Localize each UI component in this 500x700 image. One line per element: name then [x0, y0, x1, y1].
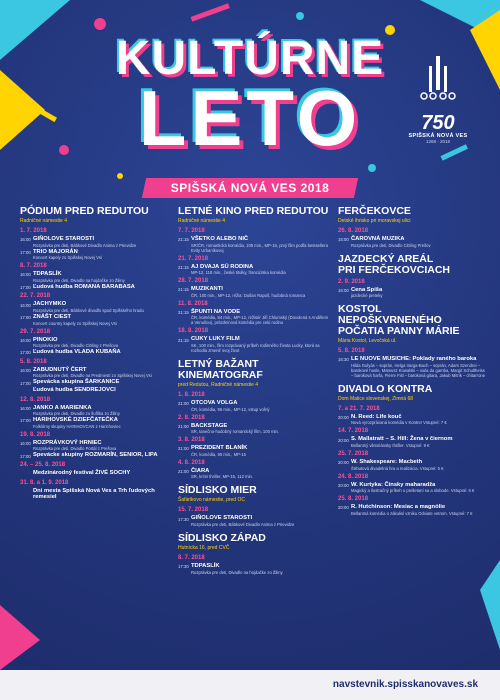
- event-item: [338, 287, 488, 299]
- event-description: Hilda Gulyás – soprán, Helga Varga-Bach – soprán, Adam Szendrei – barokové husle, Mateusz Kowalski – viola da gamba, Margit Schultheiss – baroková harfa, Pierre Fisl – baroková gitara, Jakub Mitrik – chitarrone: [351, 362, 486, 378]
- event-item: [178, 336, 330, 353]
- column-3: [338, 206, 488, 522]
- event-item: [178, 309, 330, 326]
- event-body: [33, 236, 172, 248]
- event-item: [20, 284, 172, 291]
- event-time: 17:00: [20, 418, 31, 424]
- event-body: [351, 436, 488, 448]
- event-description: ČR, komédia, 84 min., MP-12, režisér Jiří Chlumský (Dovolená s Andělem a Venušou), prázdninová komédia pre celú rodinu: [191, 315, 329, 326]
- event-date: 26. 8. 2018: [338, 228, 369, 234]
- event-body: [351, 414, 488, 426]
- event-date: 25. 8. 2018: [338, 496, 369, 503]
- event-item: [20, 379, 172, 386]
- event-item: [178, 286, 330, 298]
- event-time: 17:30: [178, 564, 189, 570]
- event-time: 20:00: [338, 460, 349, 466]
- section-title: LETNÝ BAŽANT: [178, 357, 259, 370]
- title-kulturne: KULTÚRNE: [115, 32, 385, 85]
- program-section: [178, 206, 330, 353]
- event-description: Magický a ilustračný príbeh o prelietaní sa a slobode. Vstupné: 6 €: [351, 488, 475, 494]
- event-item: [20, 349, 172, 356]
- program-section: [178, 485, 330, 527]
- section-title: PÓDIUM PRED REDUTOU: [20, 205, 149, 217]
- event-date: 8. 7. 2018: [20, 263, 47, 270]
- event-date: 15. 7. 2018: [178, 507, 209, 514]
- event-body: [351, 459, 488, 471]
- event-title: ČAROVNÁ MUZIKA: [351, 236, 405, 242]
- event-description: ČR, komédia, 96 min., MP-12, vstup voľný: [191, 406, 270, 412]
- event-time: 20:00: [338, 482, 349, 488]
- event-description: Koncert country kapely zo Spišskej Novej Vsi: [33, 320, 117, 326]
- event-date: 7. a 21. 7. 2018: [338, 405, 380, 412]
- event-title: ČIARA: [191, 467, 210, 474]
- event-description: jazdecké preteky: [351, 293, 383, 299]
- event-title: ZNÁŠT CIEST: [33, 313, 72, 320]
- event-body: [191, 309, 330, 326]
- footer-url[interactable]: navstevnik.spisskanovaves.sk: [332, 679, 478, 690]
- event-date: 19. 8. 2018: [20, 431, 51, 438]
- event-description: Nová vyrozprávaná komédia v Kontre! Vstupné: 7 €: [351, 420, 447, 426]
- event-item: [20, 405, 172, 417]
- event-title: Ľudová hudba SENDREJOVCI: [33, 386, 116, 393]
- event-title: OTCOVA VOLGA: [191, 399, 238, 406]
- event-item: [338, 504, 488, 516]
- program-section: [338, 254, 488, 299]
- event-item: [20, 417, 172, 429]
- logo-years: 1268 · 2018: [425, 139, 451, 144]
- event-item: [178, 468, 330, 480]
- event-body: [351, 236, 488, 248]
- event-date: 24. – 25. 8. 2018: [20, 461, 66, 468]
- event-time: 16:00: [20, 272, 31, 278]
- section-title: KINEMATOGRAF: [178, 368, 263, 381]
- event-date: 2. 8. 2018: [178, 414, 205, 421]
- event-description: Rozprávka pre deti, Divadlo na hojdačke zo Žiliny: [191, 569, 283, 575]
- event-item: [20, 337, 172, 349]
- event-time: 17:30: [178, 516, 189, 522]
- event-time: 20:00: [338, 414, 349, 420]
- event-body: [33, 379, 172, 386]
- event-body: [191, 563, 330, 575]
- event-title: HARIHOVSKÉ DZIEFČATEČKA: [33, 417, 118, 424]
- event-time: 16:00: [338, 287, 349, 293]
- event-item: [178, 400, 330, 412]
- event-description: Koncert kapely zo Spišskej Novej Vsi: [33, 255, 102, 261]
- event-title: ZABUDNUTÝ ČERT: [33, 366, 87, 373]
- event-time: 21:00: [178, 423, 189, 429]
- event-time: 17:00: [20, 350, 31, 356]
- event-date: 18. 8. 2018: [178, 328, 209, 335]
- event-time: 15:00: [338, 237, 349, 243]
- event-body: [191, 236, 330, 253]
- section-title: SÍDLISKO MIER: [178, 484, 257, 497]
- event-body: [33, 271, 172, 283]
- program-section: [20, 206, 172, 501]
- event-time: 21:15: [178, 264, 189, 270]
- event-body: [33, 284, 172, 291]
- event-item: [338, 414, 488, 426]
- event-title: ROZPRÁVKOVÝ HRNIEC: [33, 439, 102, 446]
- event-date: 21. 7. 2018: [178, 255, 209, 262]
- event-body: [33, 488, 172, 501]
- event-body: [33, 314, 172, 326]
- event-time: 21:15: [178, 309, 189, 315]
- event-time: 21:00: [178, 446, 189, 452]
- event-body: [33, 417, 172, 429]
- cyan-triangle-bottom-right: [480, 560, 500, 650]
- event-title: Spevácka skupina ŠARKANICE: [33, 379, 120, 386]
- event-item: [20, 488, 172, 501]
- event-time: 17:00: [20, 453, 31, 459]
- event-date: 12. 8. 2018: [20, 396, 51, 403]
- event-time: 17:00: [20, 380, 31, 386]
- event-title: W. Shakespeare: Macbeth: [351, 458, 423, 465]
- city-logo: [406, 56, 470, 144]
- organ-pipes-icon: [418, 56, 458, 104]
- event-title: S. Mallatratt – S. Hill: Žena v čiernom: [351, 436, 453, 443]
- section-venue: Radničné námestie 4: [20, 218, 67, 224]
- event-body: [351, 287, 488, 299]
- event-date: 28. 7. 2018: [178, 278, 209, 285]
- event-body: [33, 249, 172, 261]
- event-item: [178, 236, 330, 253]
- event-body: [191, 400, 330, 412]
- event-time: 16:00: [20, 367, 31, 373]
- event-item: [20, 314, 172, 326]
- event-description: Rozprávka pre deti, Bábkové Divadlo Anima z Prievidze: [191, 521, 295, 527]
- cyan-dot-2: [368, 164, 376, 172]
- section-title: POČATIA PANNY MÁRIE: [338, 325, 460, 338]
- event-body: [33, 337, 172, 349]
- event-title: AJ DVAJA SÚ RODINA: [191, 263, 254, 270]
- event-item: [20, 271, 172, 283]
- event-title: Ľudová hudba ROMANA BARABASA: [33, 283, 135, 290]
- event-title: Cena Spiša: [351, 286, 383, 293]
- cyan-dot: [296, 12, 304, 20]
- event-title: TDPASLÍK: [191, 562, 220, 569]
- yellow-dot-2: [117, 173, 123, 179]
- event-body: [191, 423, 330, 435]
- event-body: [33, 387, 172, 394]
- event-time: 21:15: [178, 237, 189, 243]
- event-title: Dni mesta Spišská Nová Ves a Trh ľudových remesiel: [33, 487, 155, 501]
- event-item: [178, 563, 330, 575]
- pink-bar: [191, 3, 230, 21]
- event-body: [351, 356, 488, 378]
- event-item: [20, 440, 172, 452]
- event-body: [351, 504, 488, 516]
- event-time: 21:00: [178, 401, 189, 407]
- event-title: TRIO MAJORÁN: [33, 248, 78, 255]
- event-date: 4. 8. 2018: [178, 459, 205, 466]
- event-body: [33, 367, 172, 379]
- event-description: Rozprávka pre deti, Divadlo Clöling Prešov: [351, 242, 431, 248]
- event-time: 16:00: [20, 405, 31, 411]
- event-item: [338, 459, 488, 471]
- event-item: [20, 301, 172, 313]
- event-date: 5. 8. 2018: [20, 358, 47, 365]
- event-item: [338, 436, 488, 448]
- event-body: [33, 301, 172, 313]
- event-title: N. Reed: Life kouč: [351, 413, 402, 420]
- event-item: [20, 236, 172, 248]
- event-description: Rozprávka pre deti, Bábkové Divadlo Anima z Prievidze: [33, 242, 137, 248]
- event-time: 17:00: [20, 249, 31, 255]
- event-title: Medzinárodný festival ŽIVÉ SOCHY: [33, 469, 131, 476]
- event-date: 5. 8. 2018: [338, 348, 365, 355]
- section-title: KOSTOL NEPOŠKVRNENÉHO: [338, 303, 442, 327]
- event-date: 3. 8. 2018: [178, 437, 205, 444]
- event-date: 1. 7. 2018: [20, 228, 47, 234]
- event-time: 16:00: [20, 440, 31, 446]
- event-item: [20, 470, 172, 477]
- event-item: [178, 264, 330, 276]
- event-time: 20:00: [338, 505, 349, 511]
- event-title: LE NUOVE MUSICHE: Poklady raného baroka: [351, 356, 477, 363]
- event-body: [33, 349, 172, 356]
- event-body: [191, 445, 330, 457]
- event-body: [351, 482, 488, 494]
- section-title: SÍDLISKO ZÁPAD: [178, 531, 266, 544]
- event-body: [191, 264, 330, 276]
- event-description: Rozprávka pre deti, Divadlo Clöling z Prešova: [33, 343, 119, 349]
- event-time: 21:00: [178, 468, 189, 474]
- event-title: R. Hutchinson: Mesiac a magnólie: [351, 504, 446, 511]
- column-2: [178, 206, 330, 581]
- event-title: VŠETKO ALEBO NIČ: [191, 236, 249, 242]
- event-body: [33, 452, 172, 459]
- event-title: JACHYMKO: [33, 301, 67, 308]
- event-time: [20, 387, 33, 388]
- event-item: [178, 423, 330, 435]
- event-date: 29. 7. 2018: [20, 328, 51, 335]
- event-body: [191, 515, 330, 527]
- event-time: 17:00: [20, 315, 31, 321]
- event-title: GIŇOLOVE STAROSTI: [191, 515, 253, 522]
- event-time: [20, 470, 33, 471]
- event-time: [20, 488, 33, 489]
- event-description: Rozprávka pre deti, Divadlo na hojdačke zo Žiliny: [33, 277, 125, 283]
- program-section: [338, 206, 488, 248]
- section-venue: Dom Matice slovenskej, Zimná 68: [338, 395, 414, 402]
- section-title: LETNÉ KINO PRED REDUTOU: [178, 205, 329, 217]
- event-body: [33, 405, 172, 417]
- pink-dot: [94, 18, 106, 30]
- event-date: 8. 7. 2018: [178, 554, 205, 561]
- event-title: JANKO A MARIENKA: [33, 404, 92, 411]
- event-title: TDPASLÍK: [33, 271, 62, 278]
- event-body: [191, 336, 330, 353]
- event-description: Folklórny skupiny HARIHOVCAN z Harichoviec: [33, 423, 121, 429]
- section-venue: Radničné námestie 4: [178, 218, 225, 224]
- event-date: 7. 7. 2018: [178, 228, 205, 234]
- event-time: 16:00: [20, 302, 31, 308]
- event-description: Rozprávka pre deti, Divadlo zo šuflíka zo Žiliny: [33, 411, 120, 417]
- program-section: [338, 384, 488, 516]
- event-body: [33, 440, 172, 452]
- banner-text: SPIŠSKÁ NOVÁ VES 2018: [170, 181, 330, 195]
- section-title: PRI FERČEKOVCIACH: [338, 263, 451, 276]
- event-description: SK, 100 min., film rozprávaný príbeh rodinného života Lucky, ktorá sa rozhodla zmeniť svoj život: [191, 342, 320, 353]
- event-time: 21:15: [178, 287, 189, 293]
- event-item: [20, 367, 172, 379]
- event-title: BACKSTAGE: [191, 422, 228, 429]
- column-1: [20, 206, 172, 507]
- event-time: 20:00: [338, 437, 349, 443]
- event-time: 16:30: [338, 357, 349, 363]
- event-title: PREZIDENT BLANÍK: [191, 445, 248, 452]
- section-venue: Mária Kostol, Levočská ul.: [338, 338, 397, 345]
- event-title: PINOKIO: [33, 336, 58, 343]
- event-description: Bellantný viktoriánsky thriller. Vstupné: 9 €: [351, 442, 430, 448]
- event-body: [33, 470, 172, 477]
- event-item: [178, 445, 330, 457]
- event-title: CUKY LUKY FILM: [191, 336, 240, 343]
- event-description: Bellantná komédia o zákulisí vzniku Odviate vetrom. Vstupné: 7 €: [351, 510, 473, 516]
- event-time: 16:00: [20, 337, 31, 343]
- program-section: [178, 359, 330, 479]
- section-venue: Detské ihrisko pri moravskej ulici: [338, 218, 411, 224]
- logo-number: 750: [421, 112, 455, 134]
- event-title: ŠPUNTI NA VODE: [191, 308, 241, 315]
- event-date: 22. 7. 2018: [20, 293, 51, 300]
- event-title: Ľudová hudba VLADA KUBAŇA: [33, 349, 121, 356]
- event-date: 11. 8. 2018: [178, 300, 208, 307]
- event-item: [338, 356, 488, 378]
- section-venue: pred Redutou, Radničné námestie 4: [178, 381, 259, 388]
- section-venue: Šafárikovo námestie, pred OC: [178, 497, 245, 504]
- event-item: [20, 249, 172, 261]
- event-description: ČR, komédia, 95 min., MP-15: [191, 451, 246, 457]
- event-title: W. Kurtyka: Čínsky maharadža: [351, 481, 436, 488]
- event-description: SR/ČR, romantická komédia, 105 min., MP-15, prvý film podľa bestsellera Evity Urbaníkovej: [191, 242, 328, 253]
- event-title: Spevácke skupiny ROZMARÍN, SENIOR, LIPA: [33, 452, 158, 459]
- event-body: [191, 468, 330, 480]
- event-body: [191, 286, 330, 298]
- event-date: 1. 8. 2018: [178, 391, 205, 398]
- event-item: [178, 515, 330, 527]
- event-description: Rozprávka pre deti, Divadlo Portál z Prešova: [33, 446, 117, 452]
- pink-triangle-bottom-left: [0, 605, 40, 670]
- event-date: 14. 7. 2018: [338, 428, 369, 435]
- event-item: [338, 236, 488, 248]
- event-description: Štrbutová divadelná hra a realizácia. Vstupné: 5 €: [351, 465, 444, 471]
- event-time: 17:00: [20, 284, 31, 290]
- event-item: [338, 482, 488, 494]
- event-description: SR, tanečno-hudobný romantický film, 100 min.: [191, 429, 279, 435]
- event-description: ČR, 100 min., MP-12, réžia: Dušan Rapoš, hudobná romanca: [191, 292, 306, 298]
- section-title: FERČEKOVCE: [338, 205, 411, 217]
- event-item: [20, 387, 172, 394]
- event-time: 16:00: [20, 237, 31, 243]
- logo-name: SPIŠSKÁ NOVÁ VES: [408, 133, 468, 139]
- title-leto: LETO: [138, 74, 362, 162]
- event-date: 2. 9. 2018: [338, 278, 365, 285]
- event-description: Rozprávka pre deti, Bábkové divadlo spod Spišského hradu: [33, 307, 144, 313]
- footer: [0, 670, 500, 700]
- section-venue: Hutnícka 16, pred CVČ: [178, 544, 230, 551]
- event-description: SR, krimi thriller, MP-15, 112 min.: [191, 474, 254, 480]
- event-description: Rozprávka pre deti, Divadlo na Predmestí zo Spišskej Novej Vsi: [33, 373, 152, 379]
- program-section: [178, 533, 330, 575]
- event-date: 31. 8. a 1. 9. 2018: [20, 479, 69, 486]
- section-title: JAZDECKÝ AREÁL: [338, 252, 434, 265]
- event-date: 24. 8. 2018: [338, 473, 369, 480]
- event-time: 21:15: [178, 337, 189, 343]
- event-title: MUZIKANTI: [191, 286, 223, 293]
- event-item: [20, 452, 172, 459]
- event-date: 25. 7. 2018: [338, 450, 369, 457]
- event-title: GIŇOLOVE STAROSTI: [33, 236, 95, 242]
- event-description: MP-12, 118 min., české titulky, francúzska komédia: [191, 270, 286, 276]
- program-section: [338, 304, 488, 378]
- section-title: DIVADLO KONTRA: [338, 382, 433, 395]
